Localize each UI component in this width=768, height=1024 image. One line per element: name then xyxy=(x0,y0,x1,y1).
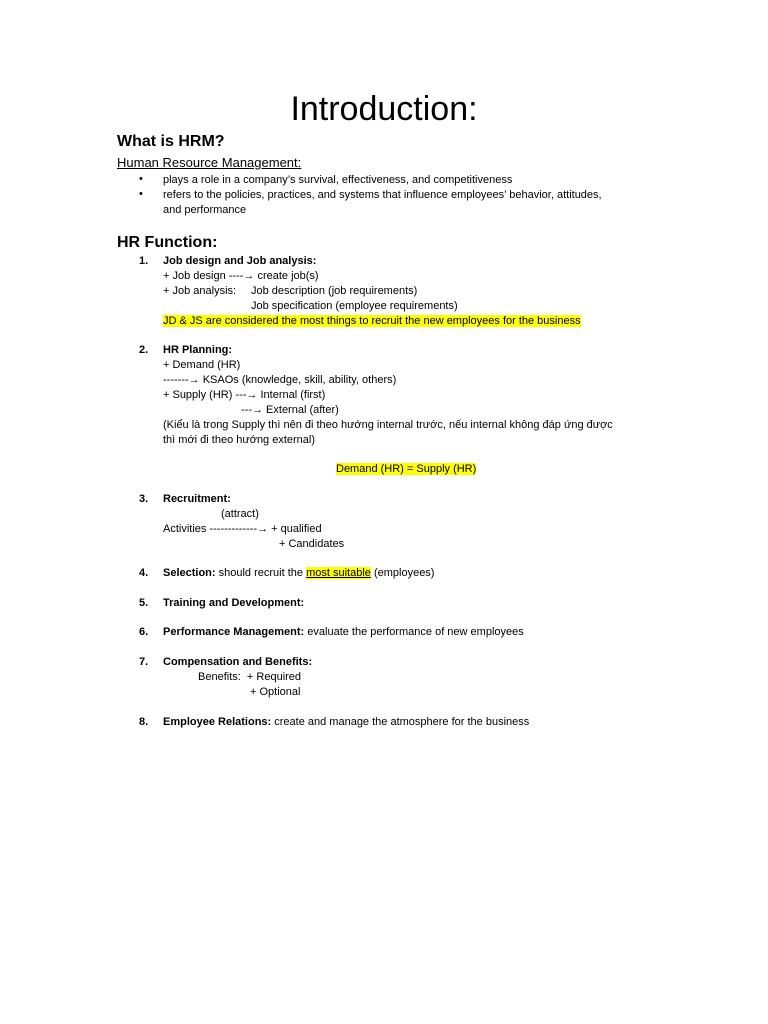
item-number: 6. xyxy=(139,626,149,638)
highlighted-note: JD & JS are considered the most things to recruit the new employees for the business xyxy=(163,315,581,327)
item-text: evaluate the performance of new employees xyxy=(304,626,524,638)
item-label: Selection: xyxy=(163,567,216,579)
item-line: + Candidates xyxy=(279,538,345,550)
item-number: 1. xyxy=(139,255,149,267)
item-number: 7. xyxy=(139,656,149,668)
item-line xyxy=(163,625,524,640)
item-label: Compensation and Benefits: xyxy=(163,656,313,668)
item-line: -------→ KSAOs (knowledge, skill, ability, others) xyxy=(163,374,397,386)
bullet-icon: • xyxy=(139,173,143,185)
item-text: create and manage the atmosphere for the business xyxy=(271,716,530,728)
bullet-text-continuation: and performance xyxy=(163,204,247,216)
item-line: Job description (job requirements) xyxy=(251,285,418,297)
item-line: Activities -------------→ + qualified xyxy=(163,523,322,535)
item-text: should recruit the xyxy=(215,567,307,579)
item-line: + Supply (HR) ---→ Internal (first) xyxy=(163,389,326,401)
item-label: Training and Development: xyxy=(163,597,305,609)
bullet-icon: • xyxy=(139,188,143,200)
item-line xyxy=(163,715,529,730)
bullet-text: plays a role in a company’s survival, effectiveness, and competitiveness xyxy=(163,174,513,186)
item-label: HR Planning: xyxy=(163,344,233,356)
subheading-hrm: Human Resource Management: xyxy=(117,155,302,170)
item-line: ---→ External (after) xyxy=(241,404,339,416)
item-label: Performance Management: xyxy=(163,626,305,638)
item-line: (attract) xyxy=(221,508,259,520)
bullet-text: refers to the policies, practices, and systems that influence employees’ behavior, attitudes, xyxy=(163,189,602,201)
item-label: Employee Relations: xyxy=(163,716,272,728)
item-label: Recruitment: xyxy=(163,493,231,505)
page-title: Introduction: xyxy=(290,90,478,128)
item-number: 5. xyxy=(139,597,149,609)
item-number: 3. xyxy=(139,493,149,505)
item-line: + Demand (HR) xyxy=(163,359,241,371)
item-line: thì mới đi theo hướng external) xyxy=(163,434,316,446)
section-heading-hr-function: HR Function: xyxy=(117,234,218,251)
item-line: (Kiểu là trong Supply thì nên đi theo hướng internal trước, nếu internal không đáp ứng được xyxy=(163,419,613,431)
highlighted-equation: Demand (HR) = Supply (HR) xyxy=(336,463,477,475)
item-line: + Job design ----→ create job(s) xyxy=(163,270,319,282)
item-number: 2. xyxy=(139,344,149,356)
item-number: 8. xyxy=(139,716,149,728)
item-text: (employees) xyxy=(370,567,435,579)
item-line xyxy=(163,566,434,581)
section-heading-what-is-hrm: What is HRM? xyxy=(117,133,225,150)
item-number: 4. xyxy=(139,567,149,579)
item-line: + Job analysis: xyxy=(163,285,237,297)
item-label: Job design and Job analysis: xyxy=(163,255,317,267)
highlighted-phrase: most suitable xyxy=(306,567,371,579)
item-line: Benefits: + Required xyxy=(198,671,302,683)
item-line: Job specification (employee requirements) xyxy=(251,300,458,312)
item-line: + Optional xyxy=(250,686,301,698)
